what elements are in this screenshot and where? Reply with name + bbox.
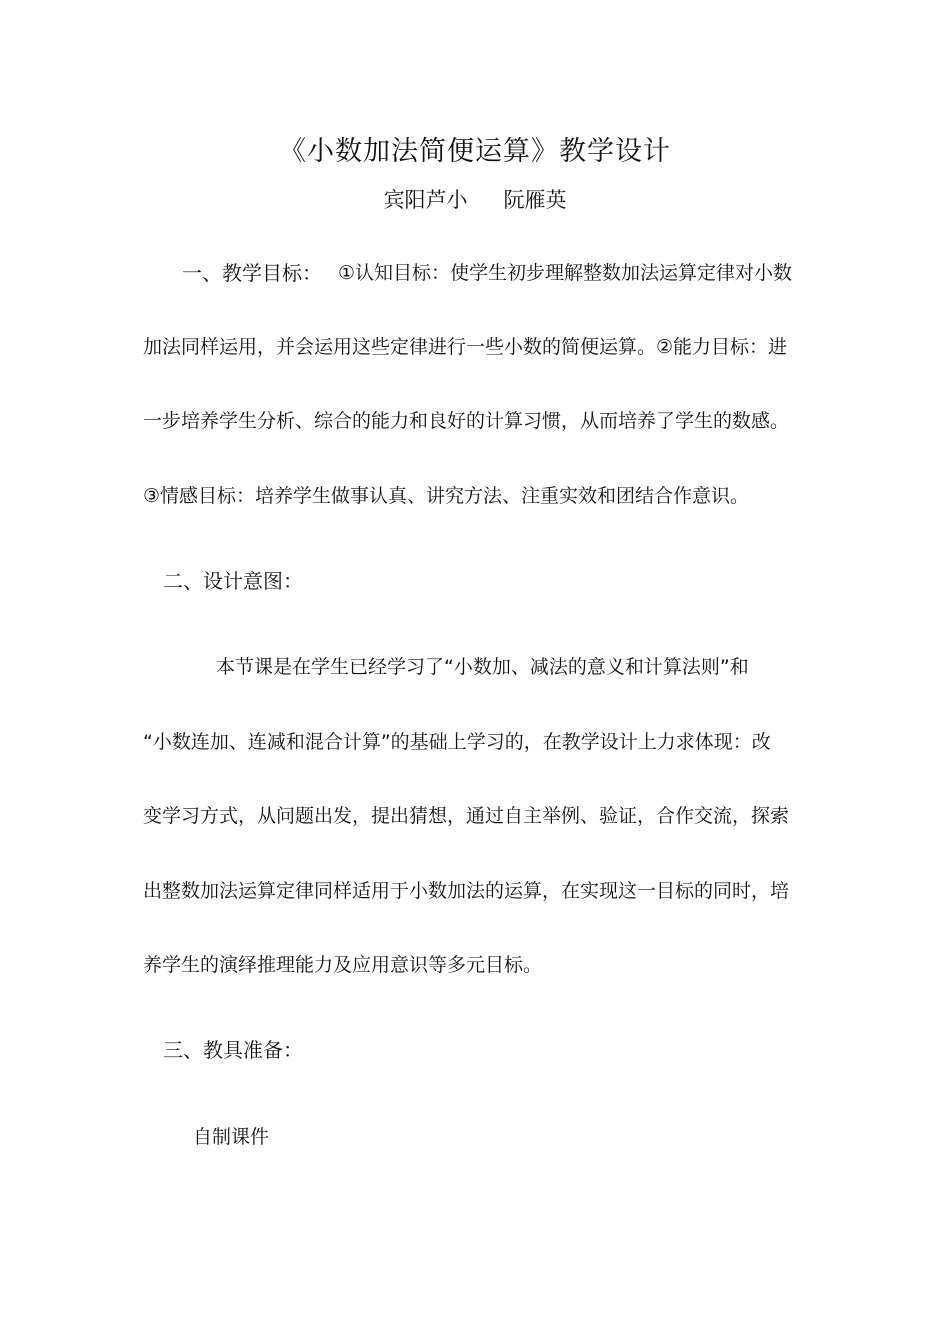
section1-heading: 一、教学目标： bbox=[182, 261, 322, 285]
author-school: 宾阳芦小 bbox=[383, 188, 468, 212]
section2-heading: 二、设计意图： bbox=[163, 569, 303, 593]
section2-line-4: 出整数加法运算定律同样适用于小数加法的运算，在实现这一目标的同时，培 bbox=[143, 880, 790, 902]
section1-line-2: 加法同样运用，并会运用这些定律进行一些小数的简便运算。②能力目标：进 bbox=[143, 336, 788, 358]
section1-line-1: ①认知目标：使学生初步理解整数加法运算定律对小数 bbox=[338, 262, 793, 284]
section3-content: 自制课件 bbox=[193, 1126, 270, 1148]
section2-line-5: 养学生的演绎推理能力及应用意识等多元目标。 bbox=[143, 954, 543, 976]
section1-line-4: ③情感目标：培养学生做事认真、讲究方法、注重实效和团结合作意识。 bbox=[143, 485, 750, 507]
section2-line-3: 变学习方式，从问题出发，提出猜想，通过自主举例、验证，合作交流，探索 bbox=[143, 805, 790, 827]
document-title: 《小数加法简便运算》教学设计 bbox=[279, 136, 671, 167]
author-line bbox=[0, 184, 950, 216]
section1-line-3: 一步培养学生分析、综合的能力和良好的计算习惯，从而培养了学生的数感。 bbox=[143, 410, 790, 432]
section2-line-2: “小数连加、连减和混合计算”的基础上学习的，在教学设计上力求体现：改 bbox=[143, 731, 771, 753]
author-name: 阮雁英 bbox=[503, 188, 567, 212]
section2-line-1: 本节课是在学生已经学习了“小数加、减法的意义和计算法则”和 bbox=[216, 656, 749, 678]
section3-heading: 三、教具准备： bbox=[163, 1038, 303, 1062]
